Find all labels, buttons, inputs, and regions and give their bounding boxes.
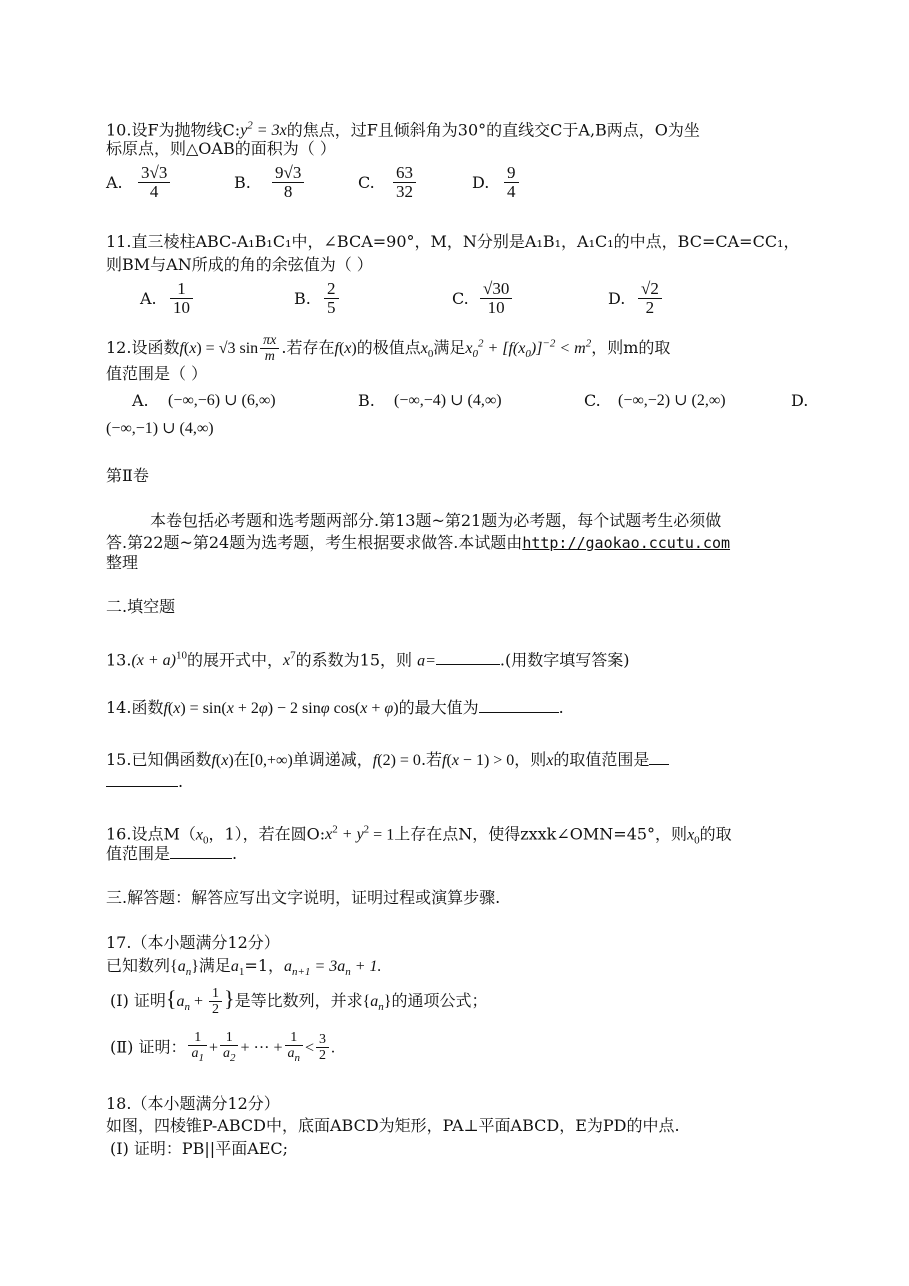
q16-line1: 16.设点$M(x_0$，1），若在圆$O:x^2 + y^2 = 1$上存在点N，使得zxxk∠OMN=45°，则$x_0$的取 [106, 824, 732, 847]
q10-line1: 10.设F为抛物线$C:y^2 = 3x$的焦点，过F且倾斜角为30°的直线交C于A,B两点，O为坐 [106, 120, 700, 140]
q16-answer-blank [170, 844, 232, 859]
q12-function: f [179, 340, 184, 357]
q15-line1: 15.已知偶函数f(x)在[0,+∞)单调递减，f(2) = 0.若f(x − 1) > 0，则x的取值范围是 [106, 750, 669, 771]
q11-option-c-value: $\frac{√30}{10}$ [480, 280, 512, 317]
q12-line1: 12.设函数f(x) = √3 sin $\frac{\pi x}{m}$ .若存在f(x)的极值点$x_0$满足$x_0^2 + [f(x_0)]^{-2} < m^2$，则m的取 [106, 333, 671, 364]
q15-line2: . [106, 772, 183, 792]
q10-option-b-value: $\frac{9√3}{8}$ [272, 164, 304, 201]
q13-binomial: $(x + a)^{10}$ [131, 650, 188, 670]
q18-line2: 如图，四棱锥P-ABCD中，底面ABCD为矩形，PA⊥平面ABCD，E为PD的中点. [106, 1116, 680, 1135]
part2-para-line1: 本卷包括必考题和选考题两部分.第13题~第21题为必考题，每个试题考生必须做 [150, 511, 722, 530]
q17-line2: 已知数列$\{a_n\}$满足$a_1=1$，$a_{n+1} = 3a_n + 1$. [106, 956, 382, 979]
q17-part1: (Ⅰ) 证明{$a_n$ + $\frac{1}{2}$ }是等比数列，并求$\{a_n\}$的通项公式； [110, 986, 488, 1017]
q11-line1: 11.直三棱柱ABC-A₁B₁C₁中，∠BCA=90°，M，N分别是A₁B₁，A₁C₁的中点，BC=CA=CC₁， [106, 232, 800, 251]
q14-function: f [163, 700, 168, 717]
source-link[interactable]: http://gaokao.ccutu.com [522, 534, 731, 552]
q12-option-c-value: (−∞,−2) ∪ (2,∞) [618, 392, 726, 409]
q18-header: 18.（本小题满分12分） [106, 1094, 280, 1113]
q10-option-d-value: $\frac{9}{4}$ [504, 164, 519, 201]
q10-option-a-value: $\frac{3√3}{4}$ [138, 164, 170, 201]
q11-option-d-value: $\frac{√2}{2}$ [638, 280, 662, 317]
part2-para-line2: 答.第22题~第24题为选考题，考生根据要求做答.本试题由http://gaokao.ccutu.com [106, 533, 731, 552]
exam-page: 10.设F为抛物线$C:y^2 = 3x$的焦点，过F且倾斜角为30°的直线交C于A,B两点，O为坐 标原点，则△OAB的面积为（ ） A. $\frac{3√3}{4}$ B. $\frac{9√3}{8}$ C. $\frac{63}{32}$ D. $\frac{9}{4}$ 11.直三棱柱ABC-A₁B₁C₁中，∠BCA=90°，M，N分别是A₁B₁，A₁C₁的中点，BC=CA=CC₁， 则BM与AN所成的角的余弦值为（ ） A. $\frac{1}{10}$ B. $\frac{2}{5}$ C. $\frac{√30}{10}$ D. $\frac{√2}{2}$ 12.设函数f(x) = √3 sin $\frac{\pi x}{m}$ .若存在f(x)的极值点$x_0$满足$x_0^2 + [f(x_0)]^{-2} < m^2$，则m的取 值范围是（ ） A. (−∞,−6) ∪ (6,∞) B. (−∞,−4) ∪ (4,∞) C. (−∞,−2) ∪ (2,∞) D. (−∞,−1) ∪ (4,∞) 第Ⅱ卷 本卷包括必考题和选考题两部分.第13题~第21题为必考题，每个试题考生必须做 答.第22题~第24题为选考题，考生根据要求做答.本试题由http://gaokao.ccutu.com 整理 二.填空题 $13.(x + a)^{10}$的展开式中，$x^7$的系数为15，则 a= .(用数字填写答案) 14.函数f(x) = sin(x + 2φ) − 2 sinφ cos(x + φ)的最大值为 . 15.已知偶函数f(x)在[0,+∞)单调递减，f(2) = 0.若f(x − 1) > 0，则x的取值范围是 . 16.设点$M(x_0$，1），若在圆$O:x^2 + y^2 = 1$上存在点N，使得zxxk∠OMN=45°，则$x_0$的取 值范围是 . 三.解答题：解答应写出文字说明，证明过程或演算步骤. 17.（本小题满分12分） 已知数列$\{a_n\}$满足$a_1=1$，$a_{n+1} = 3a_n + 1$. (Ⅰ) 证明{$a_n$ + $\frac{1}{2}$ }是等比数列，并求$\{a_n\}$的通项公式； (Ⅱ) 证明： $\frac{1}{a_1}$ + $\frac{1}{a_2}$ + ··· + $\frac{1}{a_n}$ < $\frac{3}{2}$ . 18.（本小题满分12分） 如图，四棱锥P-ABCD中，底面ABCD为矩形，PA⊥平面ABCD，E为PD的中点. (Ⅰ) 证明：PB||平面AEC; [0, 0, 909, 1286]
q13-line: $13.(x + a)^{10}$的展开式中，$x^7$的系数为15，则 a= .(用数字填写答案) [106, 650, 630, 670]
part2-para-line3: 整理 [106, 553, 139, 572]
q17-part2: (Ⅱ) 证明： $\frac{1}{a_1}$ + $\frac{1}{a_2}$ + ··· + $\frac{1}{a_n}$ < $\frac{3}{2}$ . [110, 1030, 336, 1064]
q18-part1: (Ⅰ) 证明：PB||平面AEC; [110, 1139, 289, 1158]
parabola-equation: $y^2 = 3x$ [240, 120, 287, 140]
q10-option-c-value: $\frac{63}{32}$ [393, 164, 416, 201]
part2-title: 第Ⅱ卷 [106, 466, 149, 485]
q13-answer-blank [436, 650, 500, 665]
q15-answer-blank [106, 772, 178, 787]
q12-option-b-value: (−∞,−4) ∪ (4,∞) [394, 392, 502, 409]
q12-option-d-value: (−∞,−1) ∪ (4,∞) [106, 420, 214, 437]
section2-title: 二.填空题 [106, 597, 176, 616]
q17-recurrence: $a_{n+1} = 3a_n + 1$. [284, 958, 382, 979]
q11-option-b-value: $\frac{2}{5}$ [324, 280, 339, 317]
q17-header: 17.（本小题满分12分） [106, 933, 280, 952]
q12-option-a-value: (−∞,−6) ∪ (6,∞) [168, 392, 276, 409]
q11-option-a-value: $\frac{1}{10}$ [170, 280, 193, 317]
q12-line2: 值范围是（ ） [106, 364, 208, 383]
q16-circle-equation: $x^2 + y^2$ [325, 824, 370, 844]
q11-line2: 则BM与AN所成的角的余弦值为（ ） [106, 255, 373, 274]
q16-line2: 值范围是 . [106, 844, 238, 863]
q10-line2: 标原点，则△OAB的面积为（ ） [106, 139, 336, 158]
q14-answer-blank [479, 698, 559, 713]
q14-line: 14.函数f(x) = sin(x + 2φ) − 2 sinφ cos(x + φ)的最大值为 . [106, 698, 564, 717]
q12-condition: $x_0^2 + [f(x_0)]^{-2} < m^2$ [465, 337, 592, 361]
section3-title: 三.解答题：解答应写出文字说明，证明过程或演算步骤. [106, 888, 501, 907]
